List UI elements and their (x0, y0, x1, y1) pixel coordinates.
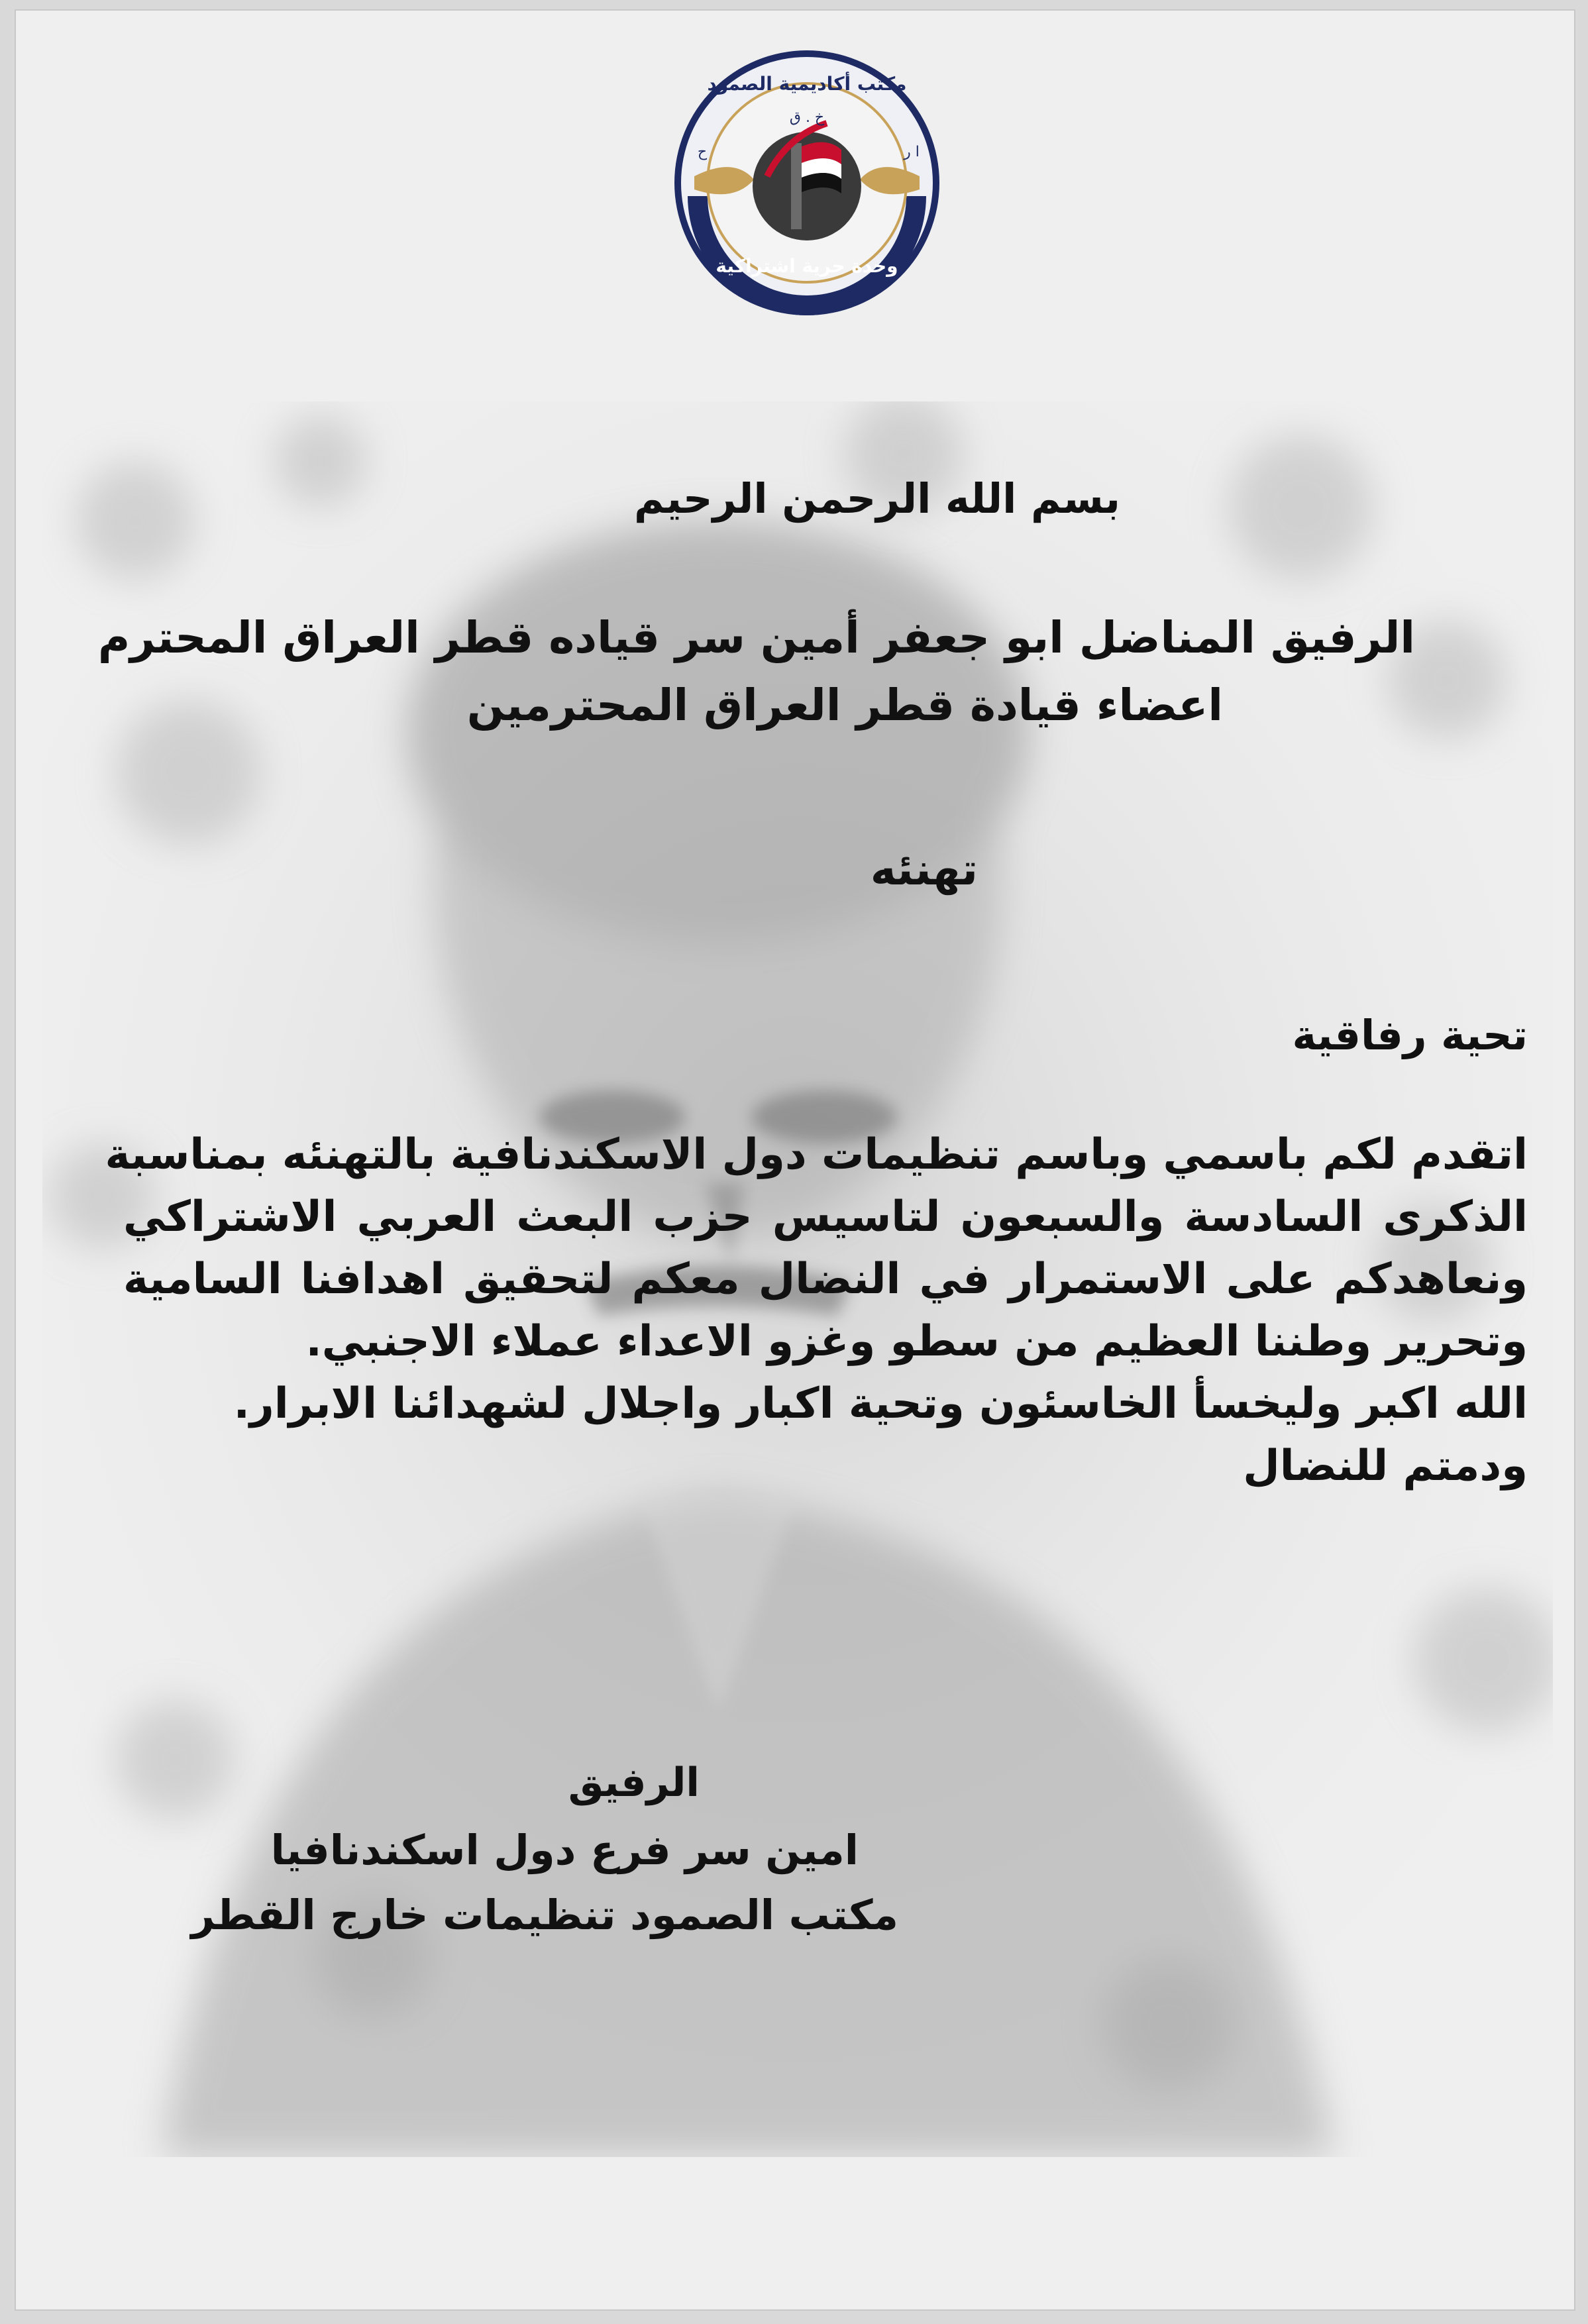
svg-text:ا ر: ا ر (904, 144, 920, 160)
recipient-line-2: اعضاء قيادة قطر العراق المحترمين (466, 680, 1223, 731)
signature-line-1: الرفيق (568, 1760, 700, 1806)
body-line: وتحرير وطننا العظيم من سطو وغزو الاعداء عملاء الاجنبي. (305, 1317, 1528, 1366)
salutation: تحية رفاقية (1292, 1011, 1528, 1059)
body-line: ودمتم للنضال (1243, 1442, 1528, 1491)
body-line: الله اكبر وليخسأ الخاسئون وتحية اكبار واجلال لشهدائنا الابرار. (233, 1379, 1528, 1428)
svg-text:ح: ح (697, 144, 708, 160)
recipient-line-1: الرفيق المناضل ابو جعفر أمين سر قياده قطر العراق المحترم (97, 612, 1415, 663)
svg-text:وحدة حرية اشتراكية: وحدة حرية اشتراكية (715, 255, 898, 277)
letter-body (105, 1124, 1528, 1497)
body-line: ونعاهدكم على الاستمرار في النضال معكم لتحقيق اهدافنا السامية (123, 1255, 1528, 1304)
body-line: الذكرى السادسة والسبعون لتاسيس حزب البعث العربي الاشتراكي (123, 1192, 1528, 1241)
svg-text:خ . ق: خ . ق (789, 109, 825, 126)
emblem-logo (668, 44, 946, 322)
basmala-heading: بسم الله الرحمن الرحيم (633, 474, 1121, 523)
document-page (15, 9, 1575, 2311)
signature-line-2: امين سر فرع دول اسكندنافيا (270, 1826, 859, 1874)
svg-text:مكتب أكاديمية الصمود: مكتب أكاديمية الصمود (707, 73, 907, 95)
letter-title: تهنئه (870, 844, 978, 895)
signature-line-3: مكتب الصمود تنظيمات خارج القطر (191, 1891, 898, 1939)
body-line: اتقدم لكم باسمي وباسم تنظيمات دول الاسكندنافية بالتهنئه بمناسبة (105, 1130, 1528, 1179)
